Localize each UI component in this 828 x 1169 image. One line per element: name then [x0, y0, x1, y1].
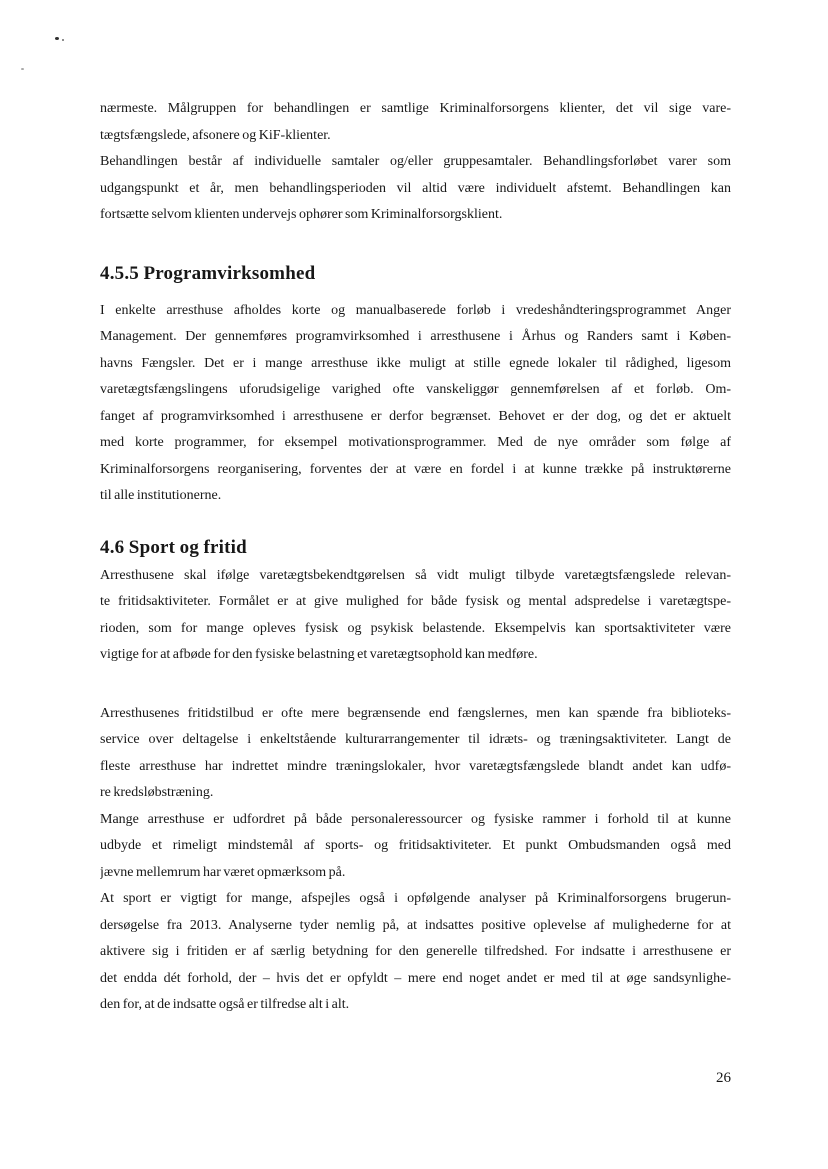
- text-line: det endda dét forhold, der – hvis det er opfyldt – mere end noget andet er med til at øge sandsynlighe-: [100, 970, 731, 986]
- heading-4-6-sport-og-fritid: 4.6 Sport og fritid: [100, 536, 247, 558]
- text-line: aktivere sig i fritiden er af særlig betydning for den generelle tilfredshed. For indsatte i arresthusene er: [100, 944, 731, 959]
- paragraph-programvirksomhed: [100, 298, 731, 510]
- text-line: dersøgelse fra 2013. Analyserne tyder nemlig på, at indsattes positive oplevelse af mulighederne for at: [100, 917, 731, 933]
- document-content: [100, 96, 731, 1019]
- page-number: 26: [716, 1070, 731, 1086]
- text-line: til alle institutionerne.: [100, 488, 222, 503]
- text-line: fleste arresthuse har indrettet mindre træningslokaler, hvor varetægtsfængslede blandt andet kan udfø-: [100, 758, 731, 774]
- text-line: varetægtsfængslingens uforudsigelige varighed ofte vanskeliggør gennemførelsen af et forløb. Om-: [100, 382, 731, 397]
- heading-4-5-5-programvirksomhed: 4.5.5 Programvirksomhed: [100, 262, 316, 284]
- paragraph-brugerundersoegelse: [100, 886, 731, 1019]
- scan-artifact-dot: [55, 37, 59, 40]
- text-line: havns Fængsler. Det er i mange arresthuse ikke muligt at stille egnede lokaler til rådighed, ligesom: [100, 355, 731, 371]
- text-line: jævne mellemrum har været opmærksom på.: [100, 864, 346, 880]
- text-line: udbyde et rimeligt mindstemål af sports- og fritidsaktiviteter. Et punkt Ombudsmanden også med: [100, 838, 731, 853]
- text-line: fanget af programvirksomhed i arresthusene er derfor begrænset. Behovet er der dog, og det er aktuelt: [100, 408, 731, 424]
- paragraph-udfordringer: [100, 807, 731, 887]
- text-line: udgangspunkt et år, men behandlingsperioden vil altid være individuelt afstemt. Behandlingen kan: [100, 180, 731, 196]
- text-line: Arresthusene skal ifølge varetægtsbekendtgørelsen så vidt muligt tilbyde varetægtsfængslede relevan-: [100, 567, 731, 583]
- paragraph-fritidstilbud: [100, 701, 731, 807]
- scan-artifact-dot: [62, 39, 64, 41]
- text-line: At sport er vigtigt for mange, afspejles også i opfølgende analyser på Kriminalforsorgens brugerun-: [100, 891, 731, 906]
- text-line: med korte programmer, for eksempel motivationsprogrammer. Med de nye områder som følge af: [100, 435, 731, 450]
- text-line: I enkelte arresthuse afholdes korte og manualbaserede forløb i vredeshåndteringsprogrammet Anger: [100, 302, 731, 318]
- text-line: Kriminalforsorgens reorganisering, forventes der at være en fordel i at kunne trække på instruktørerne: [100, 461, 731, 477]
- text-line: Behandlingen består af individuelle samtaler og/eller gruppesamtaler. Behandlingsforløbet varer som: [100, 154, 731, 169]
- text-line: vigtige for at afbøde for den fysiske belastning et varetægtsophold kan medføre.: [100, 647, 538, 662]
- text-line: nærmeste. Målgruppen for behandlingen er samtlige Kriminalforsorgens klienter, det vil sige vare-: [100, 101, 731, 116]
- text-line: te fritidsaktiviteter. Formålet er at give mulighed for både fysisk og mental adspredelse i varetægtspe-: [100, 594, 731, 609]
- paragraph-behandling-maalgruppe: [100, 96, 731, 149]
- text-line: tægtsfængslede, afsonere og KiF-klienter.: [100, 127, 331, 143]
- text-line: re kredsløbstræning.: [100, 785, 214, 800]
- text-line: rioden, som for mange opleves fysisk og psykisk belastende. Eksempelvis kan sportsaktiviteter være: [100, 620, 731, 636]
- text-line: Arresthusenes fritidstilbud er ofte mere begrænsende end fængslernes, men kan spænde fra biblioteks-: [100, 705, 731, 721]
- text-line: den for, at de indsatte også er tilfredse alt i alt.: [100, 997, 350, 1012]
- text-line: Mange arresthuse er udfordret på både personaleressourcer og fysiske rammer i forhold til at kunne: [100, 811, 731, 827]
- scan-artifact-dot: [21, 68, 24, 70]
- paragraph-behandling-forloeb: [100, 149, 731, 229]
- text-line: fortsætte selvom klienten undervejs ophører som Kriminalforsorgsklient.: [100, 207, 503, 222]
- paragraph-sport-fritid-intro: [100, 563, 731, 669]
- text-line: service over deltagelse i enkeltstående kulturarrangementer til idræts- og træningsaktiviteter. Langt de: [100, 732, 731, 747]
- text-line: Management. Der gennemføres programvirksomhed i arresthusene i Århus og Randers samt i Køben-: [100, 329, 731, 344]
